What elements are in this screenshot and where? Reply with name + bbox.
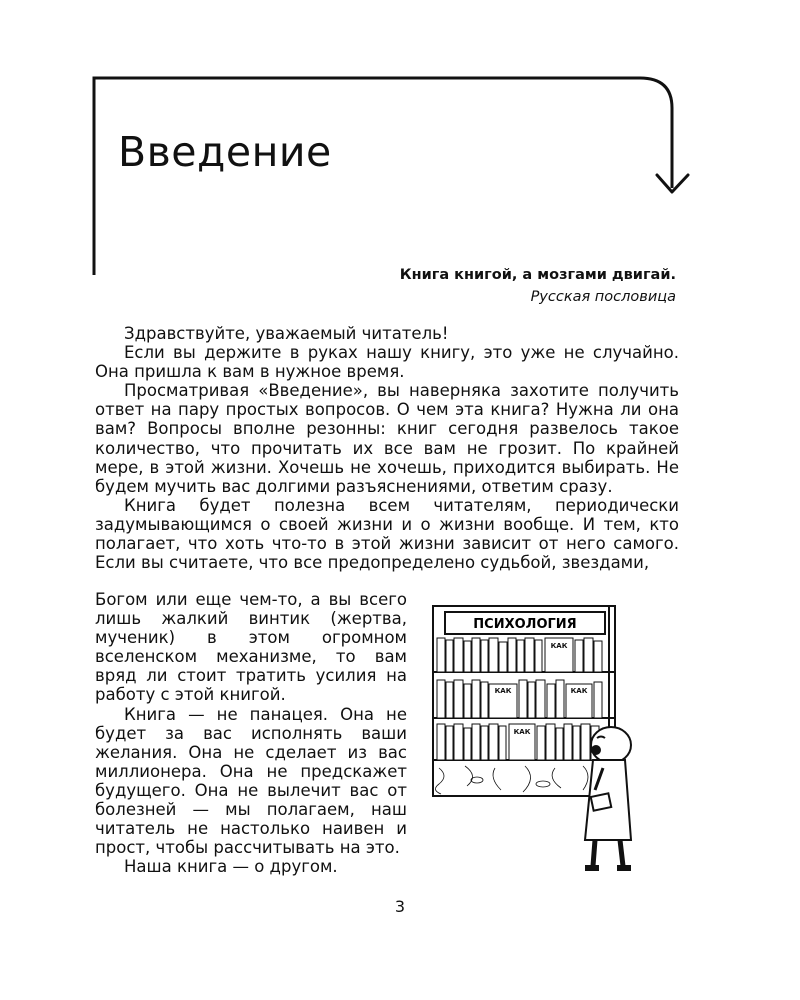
paragraph-continued: Богом или еще чем-то, а вы всего лишь жалкий винтик (жертва, мученик) в этом огромном вселенском механизме, то вам вряд ли стоит тратить усилия на работу с этой книгой. [95, 590, 407, 705]
books [437, 638, 602, 760]
epigraph [400, 264, 676, 308]
paragraph: Если вы держите в руках нашу книгу, это уже не случайно. Она пришла к вам в нужное время. [95, 343, 679, 382]
body-text-wrapped [95, 590, 407, 876]
book-label: КАК [494, 687, 512, 695]
paragraph: Книга будет полезна всем читателям, периодически задумывающимся о своей жизни и о жизни вообще. И тем, кто полагает, что хоть что-то в этой жизни зависит от него самого. Если вы считаете, что все предопределено судьбой, звездами, [95, 495, 679, 573]
chapter-title: Введение [118, 128, 332, 176]
book-label: КАК [513, 728, 531, 736]
body-text-full-width [95, 324, 679, 572]
person-figure [585, 727, 631, 868]
paragraph: Книга — не панацея. Она не будет за вас исполнять ваши желания. Она не сделает из вас миллионера. Она не предскажет будущего. Она не вылечит вас от болезней — мы полагаем, наш читатель не настолько наивен и прост, чтобы рассчитывать на это. [95, 704, 407, 858]
epigraph-attribution: Русская пословица [530, 289, 676, 305]
paragraph: Просматривая «Введение», вы наверняка захотите получить ответ на пару простых вопросов. О чем эта книга? Нужна ли она вам? Вопросы вполне резонны: книг сегодня развелось такое количество, что прочитать их все вам не грозит. По крайней мере, в этой жизни. Хочешь не хочешь, приходится выбирать. Не будем мучить вас долгими разъяснениями, ответим сразу. [95, 381, 679, 496]
page-number: 3 [394, 897, 406, 916]
paragraph: Наша книга — о другом. [124, 857, 338, 877]
shelf-sign: ПСИХОЛОГИЯ [473, 617, 577, 632]
bookshelf-illustration [425, 600, 640, 875]
epigraph-quote: Книга книгой, а мозгами двигай. [399, 267, 676, 283]
book-label: КАК [550, 642, 568, 650]
book-label: КАК [570, 687, 588, 695]
paragraph: Здравствуйте, уважаемый читатель! [124, 324, 449, 343]
